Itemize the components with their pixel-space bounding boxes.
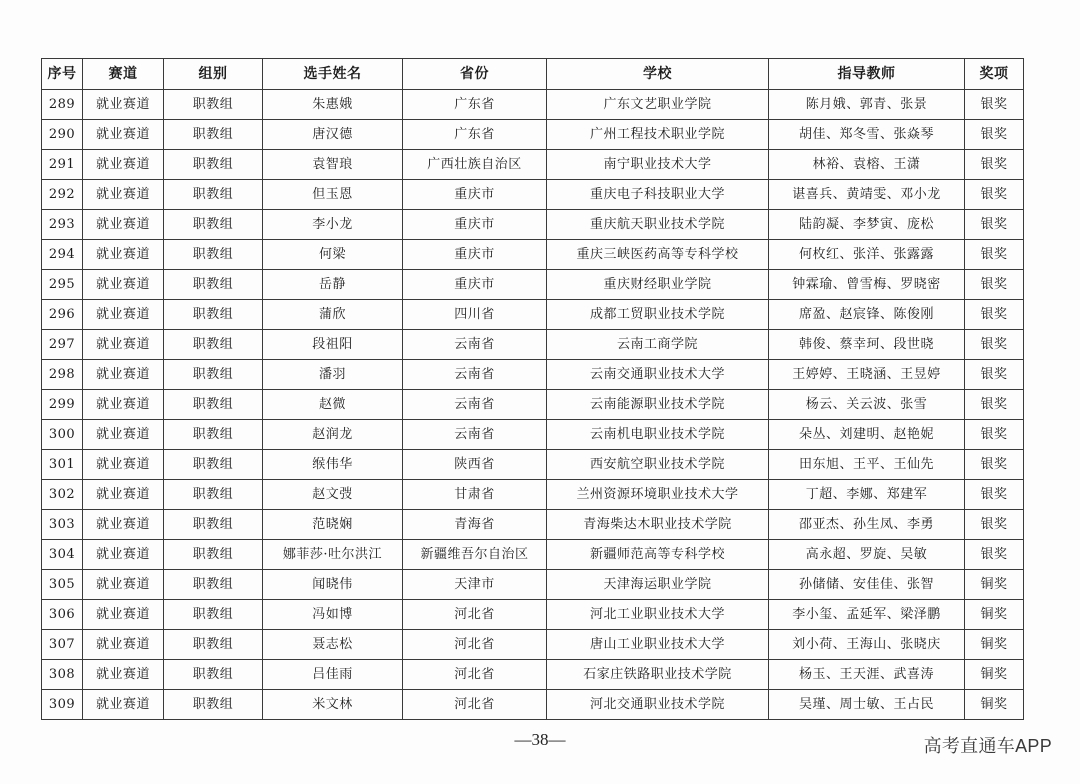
cell-school: 河北工业职业技术大学 xyxy=(547,600,769,630)
cell-contestant-name: 袁智琅 xyxy=(263,150,403,180)
table-row xyxy=(42,120,1024,150)
cell-contestant-name: 赵微 xyxy=(263,390,403,420)
cell-instructors: 王婷婷、王晓涵、王昱婷 xyxy=(769,360,965,390)
table-row xyxy=(42,630,1024,660)
header-school: 学校 xyxy=(547,59,769,90)
cell-award: 银奖 xyxy=(965,150,1024,180)
cell-award: 铜奖 xyxy=(965,630,1024,660)
cell-province: 重庆市 xyxy=(403,180,547,210)
cell-province: 重庆市 xyxy=(403,210,547,240)
cell-group: 职教组 xyxy=(164,690,263,720)
cell-award: 银奖 xyxy=(965,300,1024,330)
cell-province: 重庆市 xyxy=(403,270,547,300)
cell-instructors: 杨云、关云波、张雪 xyxy=(769,390,965,420)
cell-province: 广东省 xyxy=(403,120,547,150)
cell-contestant-name: 唐汉德 xyxy=(263,120,403,150)
cell-contestant-name: 冯如博 xyxy=(263,600,403,630)
table-row xyxy=(42,660,1024,690)
cell-instructors: 胡佳、郑冬雪、张焱琴 xyxy=(769,120,965,150)
cell-award: 铜奖 xyxy=(965,660,1024,690)
table-row xyxy=(42,360,1024,390)
cell-contestant-name: 蒲欣 xyxy=(263,300,403,330)
cell-award: 铜奖 xyxy=(965,600,1024,630)
cell-instructors: 李小玺、孟延军、梁泽鹏 xyxy=(769,600,965,630)
cell-track: 就业赛道 xyxy=(83,420,164,450)
cell-school: 云南交通职业技术大学 xyxy=(547,360,769,390)
cell-track: 就业赛道 xyxy=(83,390,164,420)
cell-province: 河北省 xyxy=(403,690,547,720)
cell-province: 河北省 xyxy=(403,600,547,630)
cell-school: 广东文艺职业学院 xyxy=(547,90,769,120)
cell-instructors: 杨玉、王天涯、武喜涛 xyxy=(769,660,965,690)
cell-province: 天津市 xyxy=(403,570,547,600)
cell-track: 就业赛道 xyxy=(83,240,164,270)
cell-school: 重庆三峡医药高等专科学校 xyxy=(547,240,769,270)
cell-instructors: 邵亚杰、孙生凤、李勇 xyxy=(769,510,965,540)
cell-contestant-name: 米文林 xyxy=(263,690,403,720)
cell-school: 兰州资源环境职业技术大学 xyxy=(547,480,769,510)
cell-contestant-name: 岳静 xyxy=(263,270,403,300)
cell-group: 职教组 xyxy=(164,540,263,570)
cell-school: 云南能源职业技术学院 xyxy=(547,390,769,420)
cell-group: 职教组 xyxy=(164,510,263,540)
cell-track: 就业赛道 xyxy=(83,450,164,480)
cell-school: 南宁职业技术大学 xyxy=(547,150,769,180)
cell-serial: 308 xyxy=(42,660,83,690)
cell-contestant-name: 范晓娴 xyxy=(263,510,403,540)
cell-award: 银奖 xyxy=(965,240,1024,270)
table-row xyxy=(42,570,1024,600)
cell-province: 新疆维吾尔自治区 xyxy=(403,540,547,570)
cell-school: 河北交通职业技术学院 xyxy=(547,690,769,720)
cell-province: 广东省 xyxy=(403,90,547,120)
cell-instructors: 陈月娥、郭青、张景 xyxy=(769,90,965,120)
cell-group: 职教组 xyxy=(164,90,263,120)
cell-award: 银奖 xyxy=(965,420,1024,450)
cell-province: 云南省 xyxy=(403,360,547,390)
cell-serial: 309 xyxy=(42,690,83,720)
cell-group: 职教组 xyxy=(164,660,263,690)
page-number: —38— xyxy=(514,730,566,749)
cell-track: 就业赛道 xyxy=(83,150,164,180)
header-contestant-name: 选手姓名 xyxy=(263,59,403,90)
cell-contestant-name: 缑伟华 xyxy=(263,450,403,480)
awards-table xyxy=(41,58,1024,720)
table-row xyxy=(42,330,1024,360)
cell-school: 重庆航天职业技术学院 xyxy=(547,210,769,240)
cell-serial: 306 xyxy=(42,600,83,630)
table-row xyxy=(42,150,1024,180)
cell-award: 银奖 xyxy=(965,480,1024,510)
cell-track: 就业赛道 xyxy=(83,690,164,720)
cell-instructors: 席盈、赵宸锋、陈俊刚 xyxy=(769,300,965,330)
cell-track: 就业赛道 xyxy=(83,270,164,300)
cell-serial: 296 xyxy=(42,300,83,330)
table-row xyxy=(42,480,1024,510)
header-award: 奖项 xyxy=(965,59,1024,90)
table-row xyxy=(42,450,1024,480)
cell-school: 石家庄铁路职业技术学院 xyxy=(547,660,769,690)
cell-contestant-name: 朱惠娥 xyxy=(263,90,403,120)
header-group: 组别 xyxy=(164,59,263,90)
cell-contestant-name: 李小龙 xyxy=(263,210,403,240)
cell-award: 银奖 xyxy=(965,210,1024,240)
table-row xyxy=(42,300,1024,330)
cell-serial: 302 xyxy=(42,480,83,510)
header-track: 赛道 xyxy=(83,59,164,90)
cell-award: 银奖 xyxy=(965,510,1024,540)
cell-instructors: 吴瑾、周士敏、王占民 xyxy=(769,690,965,720)
cell-award: 银奖 xyxy=(965,540,1024,570)
cell-track: 就业赛道 xyxy=(83,90,164,120)
cell-serial: 298 xyxy=(42,360,83,390)
cell-group: 职教组 xyxy=(164,180,263,210)
cell-group: 职教组 xyxy=(164,570,263,600)
cell-track: 就业赛道 xyxy=(83,120,164,150)
table-row xyxy=(42,690,1024,720)
cell-serial: 303 xyxy=(42,510,83,540)
cell-contestant-name: 聂志松 xyxy=(263,630,403,660)
cell-group: 职教组 xyxy=(164,600,263,630)
cell-track: 就业赛道 xyxy=(83,360,164,390)
cell-province: 云南省 xyxy=(403,390,547,420)
cell-province: 广西壮族自治区 xyxy=(403,150,547,180)
cell-serial: 300 xyxy=(42,420,83,450)
cell-contestant-name: 段祖阳 xyxy=(263,330,403,360)
cell-contestant-name: 何梁 xyxy=(263,240,403,270)
cell-group: 职教组 xyxy=(164,240,263,270)
cell-instructors: 何枚红、张洋、张露露 xyxy=(769,240,965,270)
cell-group: 职教组 xyxy=(164,330,263,360)
cell-school: 云南机电职业技术学院 xyxy=(547,420,769,450)
cell-group: 职教组 xyxy=(164,420,263,450)
cell-track: 就业赛道 xyxy=(83,540,164,570)
table-row xyxy=(42,390,1024,420)
cell-track: 就业赛道 xyxy=(83,210,164,240)
cell-track: 就业赛道 xyxy=(83,630,164,660)
cell-province: 甘肃省 xyxy=(403,480,547,510)
cell-school: 云南工商学院 xyxy=(547,330,769,360)
cell-award: 银奖 xyxy=(965,120,1024,150)
cell-school: 西安航空职业技术学院 xyxy=(547,450,769,480)
cell-group: 职教组 xyxy=(164,120,263,150)
cell-province: 河北省 xyxy=(403,660,547,690)
cell-instructors: 孙储储、安佳佳、张智 xyxy=(769,570,965,600)
cell-contestant-name: 赵润龙 xyxy=(263,420,403,450)
cell-serial: 307 xyxy=(42,630,83,660)
cell-group: 职教组 xyxy=(164,630,263,660)
cell-serial: 292 xyxy=(42,180,83,210)
cell-award: 铜奖 xyxy=(965,690,1024,720)
cell-serial: 289 xyxy=(42,90,83,120)
cell-serial: 291 xyxy=(42,150,83,180)
cell-track: 就业赛道 xyxy=(83,330,164,360)
cell-serial: 299 xyxy=(42,390,83,420)
cell-track: 就业赛道 xyxy=(83,600,164,630)
cell-group: 职教组 xyxy=(164,150,263,180)
cell-province: 青海省 xyxy=(403,510,547,540)
header-serial: 序号 xyxy=(42,59,83,90)
header-province: 省份 xyxy=(403,59,547,90)
cell-award: 银奖 xyxy=(965,390,1024,420)
cell-serial: 304 xyxy=(42,540,83,570)
cell-track: 就业赛道 xyxy=(83,480,164,510)
cell-serial: 294 xyxy=(42,240,83,270)
table-row xyxy=(42,90,1024,120)
cell-track: 就业赛道 xyxy=(83,180,164,210)
cell-serial: 301 xyxy=(42,450,83,480)
cell-province: 河北省 xyxy=(403,630,547,660)
cell-group: 职教组 xyxy=(164,270,263,300)
cell-track: 就业赛道 xyxy=(83,300,164,330)
cell-province: 云南省 xyxy=(403,420,547,450)
table-row xyxy=(42,600,1024,630)
cell-instructors: 谌喜兵、黄靖雯、邓小龙 xyxy=(769,180,965,210)
cell-serial: 295 xyxy=(42,270,83,300)
cell-instructors: 钟霖瑜、曾雪梅、罗晓密 xyxy=(769,270,965,300)
cell-serial: 305 xyxy=(42,570,83,600)
watermark-text: 高考直通车APP xyxy=(923,736,1052,756)
cell-instructors: 高永超、罗旋、吴敏 xyxy=(769,540,965,570)
table-row xyxy=(42,180,1024,210)
cell-school: 唐山工业职业技术大学 xyxy=(547,630,769,660)
cell-award: 银奖 xyxy=(965,330,1024,360)
table-row xyxy=(42,270,1024,300)
cell-contestant-name: 潘羽 xyxy=(263,360,403,390)
cell-award: 银奖 xyxy=(965,270,1024,300)
cell-province: 陕西省 xyxy=(403,450,547,480)
cell-instructors: 韩俊、蔡幸珂、段世晓 xyxy=(769,330,965,360)
cell-school: 成都工贸职业技术学院 xyxy=(547,300,769,330)
table-header-row xyxy=(42,59,1024,90)
cell-serial: 297 xyxy=(42,330,83,360)
cell-contestant-name: 吕佳雨 xyxy=(263,660,403,690)
cell-group: 职教组 xyxy=(164,390,263,420)
cell-province: 重庆市 xyxy=(403,240,547,270)
header-instructors: 指导教师 xyxy=(769,59,965,90)
cell-school: 青海柴达木职业技术学院 xyxy=(547,510,769,540)
cell-instructors: 林裕、袁榕、王潇 xyxy=(769,150,965,180)
cell-serial: 293 xyxy=(42,210,83,240)
cell-group: 职教组 xyxy=(164,300,263,330)
cell-track: 就业赛道 xyxy=(83,570,164,600)
cell-school: 重庆电子科技职业大学 xyxy=(547,180,769,210)
cell-instructors: 陆韵凝、李梦寅、庞松 xyxy=(769,210,965,240)
cell-group: 职教组 xyxy=(164,480,263,510)
cell-contestant-name: 赵文弢 xyxy=(263,480,403,510)
cell-school: 广州工程技术职业学院 xyxy=(547,120,769,150)
cell-instructors: 丁超、李娜、郑建军 xyxy=(769,480,965,510)
cell-award: 铜奖 xyxy=(965,570,1024,600)
cell-award: 银奖 xyxy=(965,360,1024,390)
table-body xyxy=(42,90,1024,720)
table-row xyxy=(42,240,1024,270)
cell-group: 职教组 xyxy=(164,210,263,240)
table-row xyxy=(42,540,1024,570)
cell-contestant-name: 闻晓伟 xyxy=(263,570,403,600)
cell-contestant-name: 但玉恩 xyxy=(263,180,403,210)
table-row xyxy=(42,510,1024,540)
cell-group: 职教组 xyxy=(164,450,263,480)
table-row xyxy=(42,420,1024,450)
cell-school: 天津海运职业学院 xyxy=(547,570,769,600)
cell-award: 银奖 xyxy=(965,90,1024,120)
cell-serial: 290 xyxy=(42,120,83,150)
cell-group: 职教组 xyxy=(164,360,263,390)
cell-track: 就业赛道 xyxy=(83,510,164,540)
cell-award: 银奖 xyxy=(965,180,1024,210)
cell-award: 银奖 xyxy=(965,450,1024,480)
cell-instructors: 田东旭、王平、王仙先 xyxy=(769,450,965,480)
cell-school: 新疆师范高等专科学校 xyxy=(547,540,769,570)
cell-track: 就业赛道 xyxy=(83,660,164,690)
cell-province: 四川省 xyxy=(403,300,547,330)
cell-school: 重庆财经职业学院 xyxy=(547,270,769,300)
cell-instructors: 刘小荷、王海山、张晓庆 xyxy=(769,630,965,660)
cell-instructors: 朵丛、刘建明、赵艳妮 xyxy=(769,420,965,450)
cell-contestant-name: 娜菲莎·吐尔洪江 xyxy=(263,540,403,570)
cell-province: 云南省 xyxy=(403,330,547,360)
table-row xyxy=(42,210,1024,240)
